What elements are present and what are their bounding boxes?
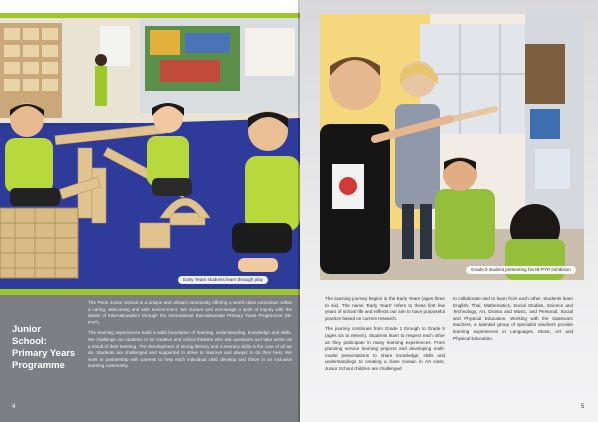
section-heading: Junior School: Primary Years Programme (12, 324, 76, 371)
photo-caption: Early Years students learn through play (178, 276, 268, 284)
photo-caption: Grade 5 student presenting his IB-PYP exhibition (466, 266, 576, 274)
exhibition-illustration (320, 14, 584, 280)
page-number: 4 (12, 404, 16, 410)
top-margin (0, 0, 300, 13)
green-rule-bottom (0, 289, 300, 295)
intro-text (88, 300, 292, 374)
intro-paragraph: The learning experiences build a solid foundation of learning, understanding, knowledge and skills. We challenge our students to be creative and critical thinkers who ask questions and take action as a result of their learning. The development of strong literacy and numeracy skills is the core of all we do. Students are challenged and supported to strive to improve and always to do their best. We work in partnership with parents to help each individual child develop and thrive in an inclusive learning community. (88, 330, 292, 369)
intro-paragraph: The Prem Junior School is a unique and vibrant community offering a world-class curriculum within a caring, welcoming and safe environment. We nurture and encourage a spirit of inquiry with the ideals of internationalism through the International Baccalaureate Primary Years Programme (IB-PYP). (88, 300, 292, 325)
page-number: 5 (581, 404, 585, 410)
body-column-1 (325, 296, 445, 377)
classroom-play-illustration (0, 18, 300, 289)
exhibition-photo (320, 14, 584, 280)
body-paragraph: to collaborate and to learn from each other. Students learn English, Thai, Mathematics, Social Studies, Science and Technology, Art, Drama and Music, and Personal, Social and Physical Education. Working with the classroom teachers, a talented group of specialist teachers provide learning experiences in Languages, Music, Art and Physical Education. (453, 296, 573, 341)
body-paragraph: The journey continues from Grade 1 through to Grade 5 (ages six to eleven). Students learn to respect each other as they participate in many learning experiences. From planning service learning projects and developing multi-modal presentations to share knowledge, skills and understandings to creating a class mosaic in Art class, Junior School children are challenged (325, 326, 445, 371)
body-column-2 (453, 296, 573, 346)
body-paragraph: The learning journey begins in the Early Years (ages three to six). The name 'Early Years' refers to these first few years of school life and reflects our aim to have purposeful practice based on current research. (325, 296, 445, 321)
right-page (300, 0, 598, 422)
early-years-photo (0, 18, 300, 289)
